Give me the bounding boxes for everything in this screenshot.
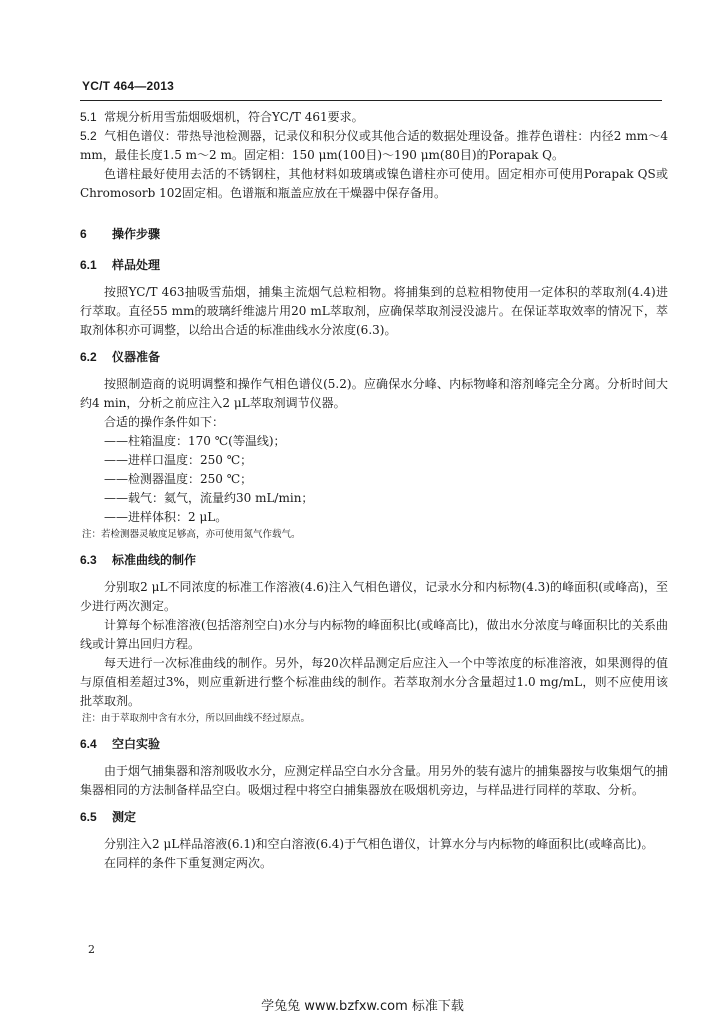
section-title: 仪器准备 <box>112 350 161 364</box>
section-title: 空白实验 <box>112 737 161 751</box>
clause-text: 常规分析用雪茄烟吸烟机，符合YC/T 461要求。 <box>104 110 364 124</box>
section-number: 6.2 <box>80 350 97 364</box>
clause-number: 5.2 <box>80 129 97 143</box>
footer-watermark-text: 学兔兔 www.bzfxw.com 标准下载 <box>261 999 464 1014</box>
section-heading-6 <box>80 225 668 244</box>
section-heading-6-5 <box>80 808 668 827</box>
condition-item: ——载气：氦气，流量约30 mL/min； <box>104 491 314 505</box>
paragraph: 每天进行一次标准曲线的制作。另外，每20次样品测定后应注入一个中等浓度的标准溶液，如果测得的值与原值相差超过3%，则应重新进行整个标准曲线的制作。若萃取剂水分含量超过1.0 mg/mL，则不应使用该批萃取剂。 <box>80 656 668 708</box>
paragraph: 计算每个标准溶液(包括溶剂空白)水分与内标物的峰面积比(或峰高比)，做出水分浓度与峰面积比的关系曲线或计算出回归方程。 <box>80 618 668 651</box>
clause-5-2 <box>80 127 668 165</box>
section-heading-6-1 <box>80 256 668 275</box>
section-title: 测定 <box>112 810 137 824</box>
paragraph: 分别注入2 μL样品溶液(6.1)和空白溶液(6.4)于气相色谱仪，计算水分与内标物的峰面积比(或峰高比)。 <box>104 837 654 851</box>
condition-item: ——柱箱温度：170 ℃(等温线)； <box>104 434 286 448</box>
section-heading-6-2 <box>80 348 668 367</box>
clause-text: 气相色谱仪：带热导池检测器，记录仪和积分仪或其他合适的数据处理设备。推荐色谱柱：内径2 mm～4 mm，最佳长度1.5 m～2 m。固定相：150 μm(100目)～190 μm(80目)的Porapak Q。 <box>80 129 668 162</box>
note: 注：由于萃取剂中含有水分，所以回曲线不经过原点。 <box>82 713 311 724</box>
section-heading-6-3 <box>80 551 668 570</box>
section-title: 样品处理 <box>112 258 161 272</box>
section-heading-6-4 <box>80 735 668 754</box>
paragraph: 由于烟气捕集器和溶剂吸收水分，应测定样品空白水分含量。用另外的装有滤片的捕集器按与收集烟气的捕集器相同的方法制备样品空白。吸烟过程中将空白捕集器放在吸烟机旁边，与样品进行同样的萃取、分析。 <box>80 764 669 797</box>
page-number: 2 <box>88 943 95 956</box>
section-number: 6.3 <box>80 553 97 567</box>
paragraph: 按照YC/T 463抽吸雪茄烟，捕集主流烟气总粒相物。将捕集到的总粒相物使用一定体积的萃取剂(4.4)进行萃取。直径55 mm的玻璃纤维滤片用20 mL萃取剂，应确保萃取剂浸没滤片。在保证萃取效率的情况下，萃取剂体积亦可调整，以给出合适的标准曲线水分浓度(6.3)。 <box>80 285 668 337</box>
paragraph: 按照制造商的说明调整和操作气相色谱仪(5.2)。应确保水分峰、内标物峰和溶剂峰完全分离。分析时间大约4 min，分析之前应注入2 μL萃取剂调节仪器。 <box>80 377 668 410</box>
section-title: 操作步骤 <box>112 227 161 241</box>
paragraph: 合适的操作条件如下： <box>104 415 225 429</box>
section-number: 6.1 <box>80 258 97 272</box>
paragraph: 色谱柱最好使用去活的不锈钢柱，其他材料如玻璃或镍色谱柱亦可使用。固定相亦可使用Porapak QS或Chromosorb 102固定相。色谱瓶和瓶盖应放在干燥器中保存备用。 <box>80 167 668 200</box>
clause-5-1 <box>80 108 668 127</box>
clause-number: 5.1 <box>80 110 97 124</box>
condition-item: ——检测器温度：250 ℃； <box>104 472 253 486</box>
paragraph: 分别取2 μL不同浓度的标准工作溶液(4.6)注入气相色谱仪，记录水分和内标物(4.3)的峰面积(或峰高)，至少进行两次测定。 <box>80 580 668 613</box>
note: 注：若检测器灵敏度足够高，亦可使用氮气作载气。 <box>82 529 301 540</box>
section-title: 标准曲线的制作 <box>112 553 197 567</box>
condition-item: ——进样体积：2 μL。 <box>104 510 228 524</box>
paragraph: 在同样的条件下重复测定两次。 <box>104 856 273 870</box>
doc-header: YC/T 464—2013 <box>82 79 174 93</box>
section-number: 6.5 <box>80 810 97 824</box>
section-number: 6 <box>80 227 87 241</box>
section-number: 6.4 <box>80 737 97 751</box>
header-rule <box>80 100 662 101</box>
content-body <box>80 108 668 873</box>
condition-item: ——进样口温度：250 ℃； <box>104 453 253 467</box>
